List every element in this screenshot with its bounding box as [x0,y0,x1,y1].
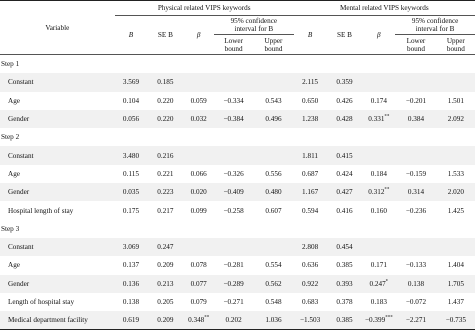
physical-cell: −0.409 [214,183,253,201]
mental-cell: 0.312** [362,183,395,201]
mental-cell [395,55,436,74]
mental-cell: 0.247* [362,275,395,293]
mental-cell: 1.811 [294,146,327,164]
mental-cell: 0.385 [336,261,353,270]
physical-cell [214,73,253,91]
mental-cell: 2.020 [437,183,475,201]
physical-cell: 0.554 [265,261,282,270]
mental-cell: 1.167 [294,183,327,201]
mental-cell [437,128,475,146]
physical-cell: 0.078 [190,261,207,270]
physical-ci-header: 95% confidence interval for B [214,16,294,35]
variable-label: Gender [0,275,115,293]
physical-cell: 0.213 [147,275,183,293]
variable-label: Hospital length of stay [8,206,74,215]
physical-cell [214,238,253,256]
physical-cell [214,55,253,74]
mental-cell: 0.426 [336,96,353,105]
physical-cell: 0.221 [157,169,174,178]
physical-cell: 0.562 [253,275,293,293]
variable-label: Length of hospital stay [8,298,75,306]
variable-label: Gender [0,183,115,201]
mental-cell: 0.183 [370,298,387,306]
table-row [0,238,475,256]
mental-cell [437,55,475,74]
physical-cell: 0.223 [147,183,183,201]
mental-cell: 2.092 [437,110,475,128]
mental-cell: −2.271 [395,311,436,330]
mental-cell: 0.424 [336,169,353,178]
step-row [0,220,475,238]
table-row [0,293,475,311]
mental-cell: 1.705 [437,275,475,293]
table-row [0,256,475,274]
mental-cell [294,220,327,238]
mental-cell: 0.359 [326,73,362,91]
variable-label: Medical department facility [0,311,115,330]
mental-cell: 1.238 [294,110,327,128]
mental-se-header: SE B [336,31,352,39]
mental-cell: 0.331** [362,110,395,128]
mental-cell [395,220,436,238]
mental-cell: 0.650 [301,96,319,105]
mental-cell: −0.399*** [362,311,395,330]
table-row [0,183,475,201]
physical-cell: −0.326 [223,169,244,178]
mental-cell [437,146,475,164]
mental-cell: 0.416 [336,206,353,215]
mental-cell: 1.404 [447,261,464,270]
mental-cell [326,128,362,146]
physical-cell [183,238,214,256]
mental-cell [326,55,362,74]
physical-cell: 0.607 [265,206,282,215]
mental-cell: 0.378 [336,298,353,306]
physical-cell [214,128,253,146]
mental-cell: −0.201 [405,96,427,105]
physical-cell: −0.271 [223,298,244,306]
physical-cell: 0.348** [183,311,214,330]
physical-cell: −0.289 [214,275,253,293]
mental-cell: −0.133 [405,261,427,270]
mental-cell: 0.385 [326,311,362,330]
physical-cell: 0.136 [115,275,148,293]
mental-group-header: Mental related VIPS keywords [294,1,475,16]
physical-cell: 3.480 [115,146,148,164]
physical-cell: 0.066 [190,169,207,178]
mental-cell [326,220,362,238]
table-row [0,165,475,183]
mental-cell: 0.427 [326,183,362,201]
mental-cell [362,220,395,238]
mental-cell [294,128,327,146]
mental-cell: 1.437 [447,298,464,306]
physical-cell: 0.247 [147,238,183,256]
mental-cell: 2.808 [294,238,327,256]
physical-cell: 0.138 [122,298,140,306]
mental-cell [437,73,475,91]
physical-cell: 0.202 [214,311,253,330]
mental-cell: 1.425 [447,206,464,215]
mental-cell: 0.384 [395,110,436,128]
significance-marker: *** [385,315,393,321]
mental-cell: 0.687 [301,169,319,178]
physical-cell: 0.137 [122,261,140,270]
physical-cell [183,73,214,91]
physical-cell: 0.185 [147,73,183,91]
physical-cell: 0.217 [157,206,174,215]
physical-cell [183,55,214,74]
physical-se-header: SE B [157,31,173,39]
physical-cell: 0.059 [190,96,207,105]
physical-cell: 0.175 [122,206,140,215]
mental-cell: −0.072 [405,298,427,306]
physical-cell [183,220,214,238]
physical-lower-header: Lower bound [224,36,243,53]
physical-cell: 3.569 [115,73,148,91]
physical-cell [253,73,293,91]
step-label: Step 1 [0,55,115,74]
mental-cell: 0.415 [326,146,362,164]
step-row [0,55,475,74]
mental-cell: 0.314 [395,183,436,201]
physical-cell: 0.020 [183,183,214,201]
physical-upper-header: Upper bound [264,36,283,53]
mental-cell [395,73,436,91]
mental-upper-header: Upper bound [446,36,465,53]
physical-cell [115,220,148,238]
physical-cell [147,128,183,146]
mental-cell [362,128,395,146]
physical-cell: 0.115 [123,169,139,178]
table-row [0,110,475,128]
physical-cell: 0.032 [183,110,214,128]
table-row [0,92,475,110]
mental-cell: 0.184 [370,169,387,178]
variable-label: Gender [0,110,115,128]
mental-cell: 1.533 [447,169,464,178]
physical-cell: 0.619 [115,311,148,330]
physical-cell: 1.036 [253,311,293,330]
physical-cell: −0.258 [223,206,244,215]
physical-cell: 0.556 [265,169,282,178]
table-row [0,311,475,330]
mental-cell: 0.160 [370,206,387,215]
physical-cell: 0.220 [147,110,183,128]
physical-cell: −0.384 [214,110,253,128]
significance-marker: ** [204,315,210,321]
mental-cell: −0.159 [405,169,427,178]
physical-cell: −0.281 [223,261,244,270]
mental-cell [437,220,475,238]
variable-header: Variable [0,1,115,55]
physical-cell: 0.099 [190,206,207,215]
mental-cell: 0.454 [326,238,362,256]
mental-cell: 0.922 [294,275,327,293]
mental-cell: −0.735 [437,311,475,330]
mental-cell: 0.393 [326,275,362,293]
mental-cell: 0.594 [301,206,319,215]
mental-cell [362,146,395,164]
physical-cell: 0.480 [253,183,293,201]
physical-cell: 3.069 [115,238,148,256]
mental-cell: 0.428 [326,110,362,128]
physical-cell: 0.035 [115,183,148,201]
physical-cell [115,128,148,146]
mental-cell: −1.503 [294,311,327,330]
physical-cell: 0.077 [183,275,214,293]
table-row [0,201,475,219]
mental-cell: 0.174 [370,96,387,105]
physical-cell: −0.334 [223,96,244,105]
variable-label: Age [8,261,20,270]
physical-cell [253,128,293,146]
mental-cell [294,55,327,74]
mental-cell [395,238,436,256]
physical-cell: 0.543 [265,96,282,105]
physical-cell: 0.496 [253,110,293,128]
table-body [0,55,475,330]
mental-cell: 0.138 [395,275,436,293]
physical-cell: 0.548 [265,298,282,306]
physical-cell: 0.104 [122,96,140,105]
physical-cell [115,55,148,74]
step-label: Step 2 [1,133,20,142]
mental-cell [362,55,395,74]
variable-label: Constant [0,146,115,164]
physical-cell [214,220,253,238]
physical-cell [253,55,293,74]
mental-b-header: B [307,31,313,39]
mental-cell: 0.683 [301,298,319,306]
significance-marker: ** [384,187,390,193]
physical-cell: 0.209 [147,311,183,330]
table-row [0,73,475,91]
physical-cell [253,146,293,164]
mental-beta-header: β [377,31,381,39]
step-label: Step 3 [1,224,20,233]
physical-cell: 0.209 [157,261,174,270]
mental-ci-header: 95% confidence interval for B [395,16,475,35]
physical-group-header: Physical related VIPS keywords [115,1,294,16]
physical-cell [253,220,293,238]
variable-label: Constant [0,73,115,91]
physical-cell: 0.079 [190,298,207,306]
physical-b-header: B [128,31,134,39]
mental-cell: 1.501 [447,96,464,105]
variable-label: Age [8,96,20,105]
mental-cell [437,238,475,256]
mental-cell: 0.636 [301,261,319,270]
physical-cell [147,55,183,74]
physical-cell: 0.220 [157,96,174,105]
mental-cell: 0.171 [370,261,387,270]
physical-cell [183,128,214,146]
physical-cell [253,238,293,256]
table-row [0,275,475,293]
mental-cell: −0.236 [405,206,427,215]
mental-cell [395,146,436,164]
physical-cell [183,146,214,164]
mental-lower-header: Lower bound [406,36,426,53]
physical-cell [214,146,253,164]
mental-cell [362,238,395,256]
mental-cell: 2.115 [294,73,327,91]
physical-cell: 0.205 [157,298,174,306]
physical-cell: 0.056 [115,110,148,128]
physical-beta-header: β [196,31,201,39]
physical-cell [147,220,183,238]
mental-cell [395,128,436,146]
significance-marker: ** [384,114,390,120]
physical-cell: 0.216 [147,146,183,164]
variable-label: Age [8,169,20,178]
mental-cell [362,73,395,91]
significance-marker: * [385,279,389,285]
table-row [0,146,475,164]
step-row [0,128,475,146]
variable-label: Constant [0,238,115,256]
